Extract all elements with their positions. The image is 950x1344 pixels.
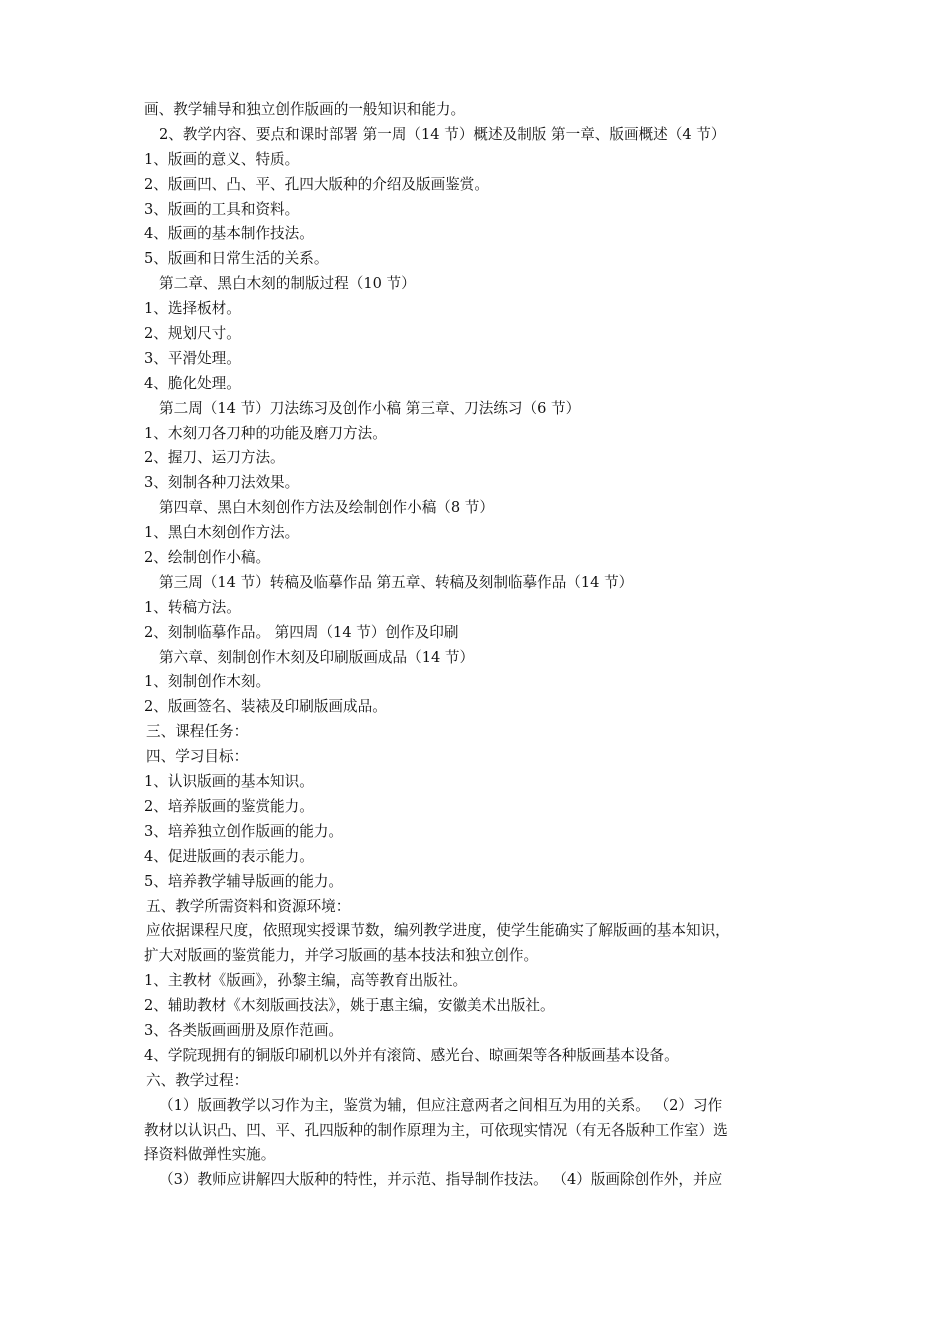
text-line: 2、刻制临摹作品。 第四周（14 节）创作及印刷 bbox=[144, 623, 459, 641]
text-line: 3、平滑处理。 bbox=[144, 349, 241, 367]
text-line: 3、刻制各种刀法效果。 bbox=[144, 474, 300, 492]
text-line: 扩大对版画的鉴赏能力，并学习版画的基本技法和独立创作。 bbox=[144, 947, 539, 965]
text-line: 六、教学过程： bbox=[146, 1071, 249, 1089]
text-line: 4、版画的基本制作技法。 bbox=[144, 225, 314, 243]
text-line: （1）版画教学以习作为主，鉴赏为辅，但应注意两者之间相互为用的关系。 （2）习作 bbox=[159, 1096, 723, 1114]
text-line: 4、脆化处理。 bbox=[144, 374, 241, 392]
text-line: （3）教师应讲解四大版种的特性，并示范、指导制作技法。 （4）版画除创作外，并应 bbox=[159, 1171, 723, 1189]
text-line: 择资料做弹性实施。 bbox=[144, 1146, 276, 1164]
text-line: 3、版画的工具和资料。 bbox=[144, 200, 300, 218]
text-line: 第二章、黑白木刻的制版过程（10 节） bbox=[159, 275, 416, 293]
text-line: 2、培养版画的鉴赏能力。 bbox=[144, 797, 314, 815]
text-line: 第四章、黑白木刻创作方法及绘制创作小稿（8 节） bbox=[159, 499, 494, 517]
text-line: 1、木刻刀各刀种的功能及磨刀方法。 bbox=[144, 424, 387, 442]
text-line: 1、版画的意义、特质。 bbox=[144, 150, 300, 168]
text-line: 5、培养教学辅导版画的能力。 bbox=[144, 872, 344, 890]
text-line: 2、教学内容、要点和课时部署 第一周（14 节）概述及制版 第一章、版画概述（4 节） bbox=[159, 125, 726, 143]
text-line: 3、培养独立创作版画的能力。 bbox=[144, 822, 344, 840]
text-line: 四、学习目标： bbox=[146, 748, 249, 766]
text-line: 2、握刀、运刀方法。 bbox=[144, 449, 285, 467]
text-line: 3、各类版画画册及原作范画。 bbox=[144, 1021, 344, 1039]
text-line: 第六章、刻制创作木刻及印刷版画成品（14 节） bbox=[159, 648, 475, 666]
text-line: 4、促进版画的表示能力。 bbox=[144, 847, 314, 865]
text-line: 2、版画签名、装裱及印刷版画成品。 bbox=[144, 698, 387, 716]
document-body bbox=[144, 98, 812, 1193]
text-line: 1、黑白木刻创作方法。 bbox=[144, 524, 300, 542]
text-line: 2、版画凹、凸、平、孔四大版种的介绍及版画鉴赏。 bbox=[144, 175, 489, 193]
text-line: 应依据课程尺度，依照现实授课节数，编列教学进度，使学生能确实了解版画的基本知识， bbox=[146, 922, 730, 940]
text-line: 教材以认识凸、凹、平、孔四版种的制作原理为主，可依现实情况（有无各版种工作室）选 bbox=[144, 1121, 728, 1139]
text-line: 画、教学辅导和独立创作版画的一般知识和能力。 bbox=[144, 101, 466, 118]
text-line: 1、主教材《版画》，孙黎主编，高等教育出版社。 bbox=[144, 972, 468, 990]
text-line: 2、绘制创作小稿。 bbox=[144, 549, 271, 567]
text-line: 第三周（14 节）转稿及临摹作品 第五章、转稿及刻制临摹作品（14 节） bbox=[159, 573, 634, 591]
text-line: 1、刻制创作木刻。 bbox=[144, 673, 271, 691]
text-line: 4、学院现拥有的铜版印刷机以外并有滚筒、感光台、晾画架等各种版画基本设备。 bbox=[144, 1046, 679, 1064]
text-line: 1、选择板材。 bbox=[144, 300, 241, 318]
text-line: 1、转稿方法。 bbox=[144, 598, 241, 616]
text-line: 三、课程任务： bbox=[146, 723, 249, 741]
text-line: 1、认识版画的基本知识。 bbox=[144, 773, 314, 791]
text-line: 5、版画和日常生活的关系。 bbox=[144, 250, 329, 268]
text-line: 五、教学所需资料和资源环境： bbox=[146, 897, 351, 915]
text-line: 2、辅助教材《木刻版画技法》，姚于惠主编，安徽美术出版社。 bbox=[144, 997, 555, 1015]
text-line: 第二周（14 节）刀法练习及创作小稿 第三章、刀法练习（6 节） bbox=[159, 399, 581, 417]
text-line: 2、规划尺寸。 bbox=[144, 325, 241, 343]
